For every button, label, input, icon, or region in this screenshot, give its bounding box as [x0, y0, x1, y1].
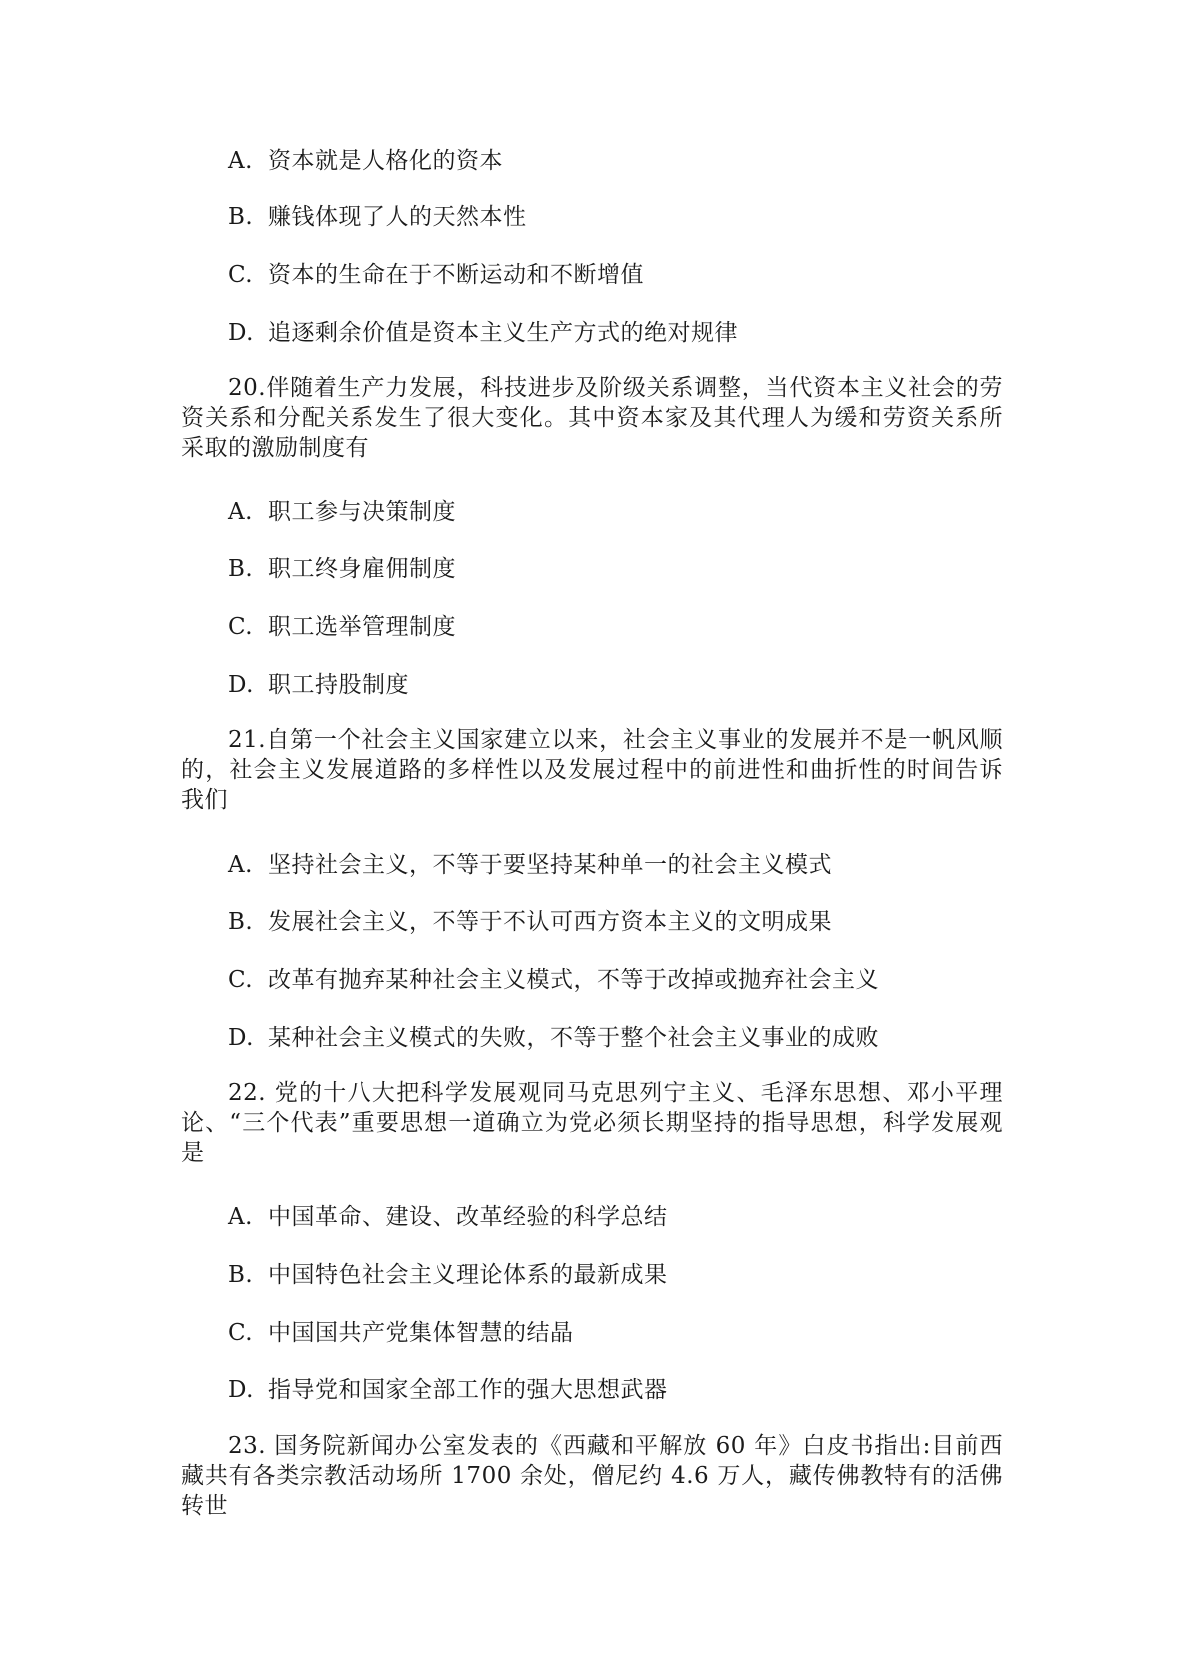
- option-letter: B.: [228, 556, 254, 582]
- option-text: 职工终身雇佣制度: [268, 556, 456, 582]
- option-text: 指导党和国家全部工作的强大思想武器: [268, 1377, 668, 1403]
- option-letter: A.: [228, 1204, 253, 1230]
- q21-option-c: [228, 965, 879, 995]
- option-letter: B.: [228, 204, 254, 230]
- option-text: 职工选举管理制度: [268, 614, 456, 640]
- q20-option-a: [228, 497, 456, 527]
- question-21: 21.自第一个社会主义国家建立以来，社会主义事业的发展并不是一帆风顺的，社会主义发展道路的多样性以及发展过程中的前进性和曲折性的时间告诉我们: [181, 727, 1003, 813]
- option-text: 追逐剩余价值是资本主义生产方式的绝对规律: [268, 320, 738, 346]
- option-text: 改革有抛弃某种社会主义模式，不等于改掉或抛弃社会主义: [268, 967, 879, 993]
- q19-option-a: [228, 146, 503, 176]
- option-text: 某种社会主义模式的失败，不等于整个社会主义事业的成败: [268, 1025, 879, 1051]
- option-letter: C.: [228, 967, 254, 993]
- option-text: 坚持社会主义，不等于要坚持某种单一的社会主义模式: [268, 852, 832, 878]
- q20-option-c: [228, 612, 456, 642]
- option-letter: A.: [228, 852, 253, 878]
- option-text: 中国特色社会主义理论体系的最新成果: [268, 1262, 668, 1288]
- question-20: 20.伴随着生产力发展，科技进步及阶级关系调整，当代资本主义社会的劳资关系和分配关系发生了很大变化。其中资本家及其代理人为缓和劳资关系所采取的激励制度有: [181, 375, 1003, 461]
- q22-option-a: [228, 1202, 668, 1232]
- option-text: 资本的生命在于不断运动和不断增值: [268, 262, 644, 288]
- option-text: 中国革命、建设、改革经验的科学总结: [268, 1204, 668, 1230]
- option-text: 职工参与决策制度: [268, 499, 456, 525]
- option-text: 职工持股制度: [268, 672, 409, 698]
- option-letter: D.: [228, 320, 254, 346]
- option-letter: C.: [228, 1320, 254, 1346]
- option-letter: C.: [228, 262, 254, 288]
- option-letter: D.: [228, 1025, 254, 1051]
- option-text: 中国国共产党集体智慧的结晶: [268, 1320, 574, 1346]
- q21-option-b: [228, 907, 832, 937]
- q22-option-c: [228, 1318, 574, 1348]
- q19-option-d: [228, 318, 738, 348]
- option-letter: A.: [228, 499, 253, 525]
- option-text: 赚钱体现了人的天然本性: [268, 204, 527, 230]
- q19-option-b: [228, 202, 527, 232]
- question-23: 23. 国务院新闻办公室发表的《西藏和平解放 60 年》白皮书指出:目前西藏共有各类宗教活动场所 1700 余处，僧尼约 4.6 万人，藏传佛教特有的活佛转世: [181, 1433, 1003, 1519]
- option-letter: B.: [228, 909, 254, 935]
- option-letter: A.: [228, 148, 253, 174]
- q21-option-d: [228, 1023, 879, 1053]
- q19-option-c: [228, 260, 644, 290]
- question-22: 22. 党的十八大把科学发展观同马克思列宁主义、毛泽东思想、邓小平理论、“三个代表”重要思想一道确立为党必须长期坚持的指导思想，科学发展观是: [181, 1080, 1003, 1166]
- q22-option-b: [228, 1260, 668, 1290]
- q22-option-d: [228, 1375, 668, 1405]
- option-letter: C.: [228, 614, 254, 640]
- option-letter: D.: [228, 672, 254, 698]
- option-letter: D.: [228, 1377, 254, 1403]
- q21-option-a: [228, 850, 832, 880]
- q20-option-b: [228, 554, 456, 584]
- option-text: 资本就是人格化的资本: [268, 148, 503, 174]
- option-letter: B.: [228, 1262, 254, 1288]
- option-text: 发展社会主义，不等于不认可西方资本主义的文明成果: [268, 909, 832, 935]
- q20-option-d: [228, 670, 409, 700]
